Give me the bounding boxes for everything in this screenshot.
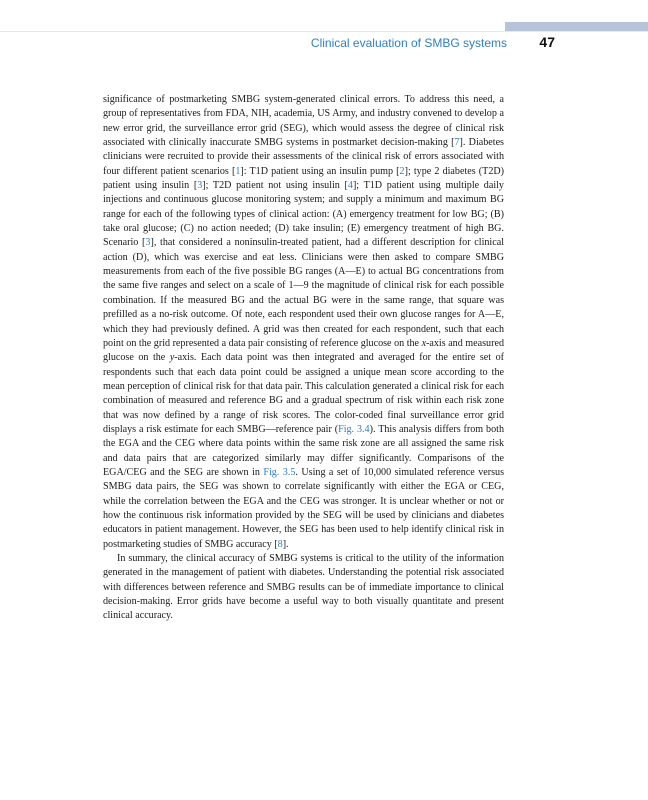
text-run: ]; type 2 diabetes (T2D) patient using insulin [ bbox=[103, 165, 505, 192]
text-run: . Using a set of 10,000 simulated reference versus SMBG data pairs, the SEG was shown to correlate significantly with either the EGA or CEG, while the correlation between the EGA and the CEG was stronger. It is unclear whether or not or how the continuous risk information provided by the SEG will be used by clinicians and diabetes educators in patient management. However, the SEG has been used to help identify clinical risk in postmarketing studies of SMBG accuracy [ bbox=[103, 466, 505, 550]
text-run: ]; T1D patient using multiple daily injections and continuous glucose monitoring system; and supply a minimum and maximum BG range for each of the following types of clinical action: (A) emergency treatment for low BG; (B) take oral glucose; (C) no action needed; (D) take insulin; (E) emergency treatment of high BG. Scenario [ bbox=[103, 180, 504, 249]
text-run: In summary, the clinical accuracy of SMBG systems is critical to the utility of the information generated in the management of patient with diabetes. Understanding the potential risk associated with differences between reference and SMBG results can be of immediate importance to clinical decision-making. Error grids have become a useful way to both visually quantitate and present clinical accuracy. bbox=[103, 553, 504, 622]
figure-link[interactable]: Fig. 3.5 bbox=[263, 466, 296, 478]
body-paragraph bbox=[103, 93, 504, 552]
page-number: 47 bbox=[539, 34, 555, 50]
italic-variable: y bbox=[169, 352, 175, 364]
text-run: -axis and measured glucose on the bbox=[103, 337, 504, 364]
citation-link[interactable]: 7 bbox=[454, 137, 460, 149]
citation-link[interactable]: 8 bbox=[277, 538, 283, 550]
running-title: Clinical evaluation of SMBG systems bbox=[310, 36, 507, 50]
text-run: ], that considered a noninsulin-treated patient, had a different description for clinical action (D), which was exercise and eat less. Clinicians were then asked to compare SMBG measurements from each of the five possible BG ranges (A—E) to actual BG concentrations from the same five ranges and select on a scale of 1—9 the magnitude of clinical risk for each possible combination. If the measured BG and the actual BG were in the same range, that square was prefilled as a no-risk outcome. Of note, each respondent used their own glucose ranges for A—E, which they had previously defined. A grid was then created for each respondent, such that each point on the grid represented a data pair consisting of reference glucose on the bbox=[103, 237, 504, 349]
header-accent-bar bbox=[505, 22, 648, 31]
text-run: ). This analysis differs from both the EGA and the CEG where data points within the same risk zone are all assigned the same risk and data pairs that are categorized similarly may differ significantly. Comparisons of the EGA/CEG and the SEG are shown in bbox=[103, 423, 504, 478]
citation-link[interactable]: 4 bbox=[347, 180, 353, 192]
text-run: ]: T1D patient using an insulin pump [ bbox=[240, 165, 400, 177]
figure-link[interactable]: Fig. 3.4 bbox=[338, 423, 370, 435]
header-rule bbox=[0, 31, 648, 32]
citation-link[interactable]: 1 bbox=[235, 165, 241, 177]
text-run: ]; T2D patient not using insulin [ bbox=[202, 180, 348, 192]
citation-link[interactable]: 3 bbox=[197, 180, 203, 192]
citation-link[interactable]: 3 bbox=[145, 237, 151, 249]
italic-variable: x bbox=[421, 337, 427, 349]
text-run: significance of postmarketing SMBG system-generated clinical errors. To address this need, a group of representatives from FDA, NIH, academia, US Army, and industry convened to develop a new error grid, the surveillance error grid (SEG), which would assess the degree of clinical risk associated with clinically inaccurate SMBG systems in postmarket decision-making [ bbox=[103, 94, 504, 149]
body-text bbox=[103, 93, 504, 624]
citation-link[interactable]: 2 bbox=[399, 165, 405, 177]
body-paragraph bbox=[103, 552, 504, 624]
text-run: -axis. Each data point was then integrated and averaged for the entire set of respondents such that each data point could be assigned a unique mean score according to the mean perception of clinical risk for that data pair. This calculation generated a clinical risk for each combination of measured and reference BG and a gradual spectrum of risk within each risk zone that was now defined by a range of risk scores. The color-coded final surveillance error grid displays a risk estimate for each SMBG—reference pair ( bbox=[103, 352, 504, 435]
text-run: ]. Diabetes clinicians were recruited to provide their assessments of the clinical risk of errors associated with four different patient scenarios [ bbox=[103, 137, 504, 177]
text-run: ]. bbox=[282, 538, 289, 550]
